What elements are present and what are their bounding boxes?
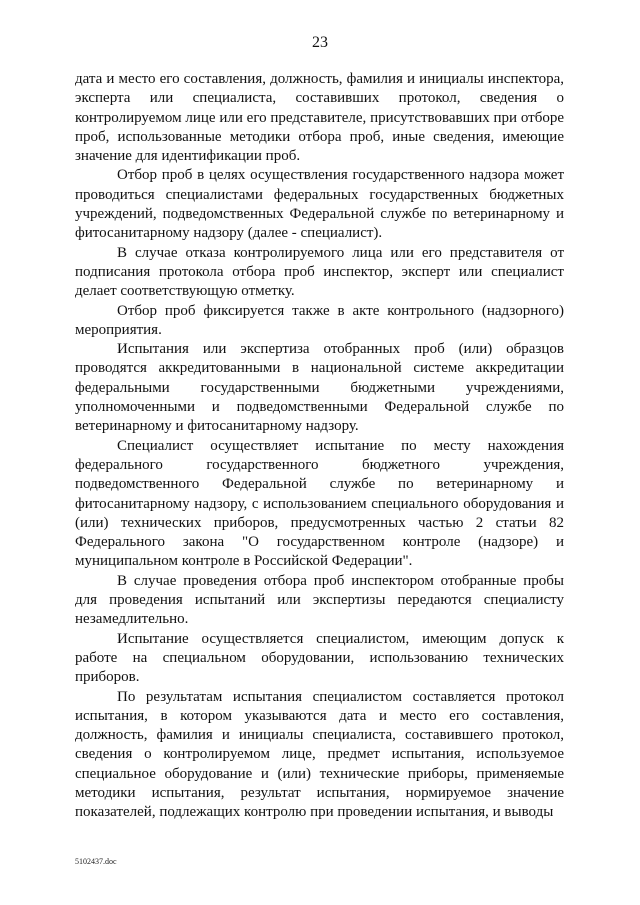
paragraph-sampling-recorded: Отбор проб фиксируется также в акте контрольного (надзорного) мероприятия. bbox=[75, 302, 564, 338]
paragraph-specialist-testing-location: Специалист осуществляет испытание по месту нахождения федерального государственного бюджетного учреждения, подведомственного Федеральной службе по ветеринарному и фитосанитарному надзору, с использованием специального оборудования и (или) технических приборов, предусмотренных частью 2 статьи 82 Федерального закона "О государственном контроле (надзоре) и муниципальном контроле в Российской Федерации". bbox=[75, 437, 564, 570]
document-body bbox=[75, 70, 564, 823]
document-file-id: 5102437.doc bbox=[75, 857, 117, 866]
paragraph-testing-accredited: Испытания или экспертиза отобранных проб (или) образцов проводятся аккредитованными в национальной системе аккредитации федеральными государственными бюджетными учреждениями, уполномоченными и подведомственными Федеральной службе по ветеринарному и фитосанитарному надзору. bbox=[75, 341, 564, 435]
page-number: 23 bbox=[312, 34, 328, 51]
paragraph-sampling-by-specialists: Отбор проб в целях осуществления государственного надзора может проводиться специалистами федеральных государственных бюджетных учреждений, подведомственных Федеральной службе по ветеринарному и фитосанитарному надзору (далее - специалист). bbox=[75, 167, 564, 242]
paragraph-test-protocol: По результатам испытания специалистом составляется протокол испытания, в котором указываются дата и место его составления, должность, фамилия и инициалы специалиста, составившего протокол, сведения о контролируемом лице, предмет испытания, используемое специальное оборудование и (или) технические приборы, применяемые методики испытания, результат испытания, нормируемое значение показателей, подлежащих контролю при проведении испытания, и выводы bbox=[75, 688, 564, 821]
paragraph-refusal-to-sign: В случае отказа контролируемого лица или его представителя от подписания протокола отбора проб инспектор, эксперт или специалист делает соответствующую отметку. bbox=[75, 244, 564, 300]
paragraph-specialist-admission: Испытание осуществляется специалистом, имеющим допуск к работе на специальном оборудовании, использованию технических приборов. bbox=[75, 630, 564, 686]
paragraph-continuation: дата и место его составления, должность, фамилия и инициалы инспектора, эксперта или специалиста, составивших протокол, сведения о контролируемом лице или его представителе, присутствовавших при отборе проб, использованные методики отбора проб, иные сведения, имеющие значение для идентификации проб. bbox=[75, 71, 564, 165]
paragraph-samples-transfer: В случае проведения отбора проб инспектором отобранные пробы для проведения испытаний или экспертизы передаются специалисту незамедлительно. bbox=[75, 572, 564, 628]
